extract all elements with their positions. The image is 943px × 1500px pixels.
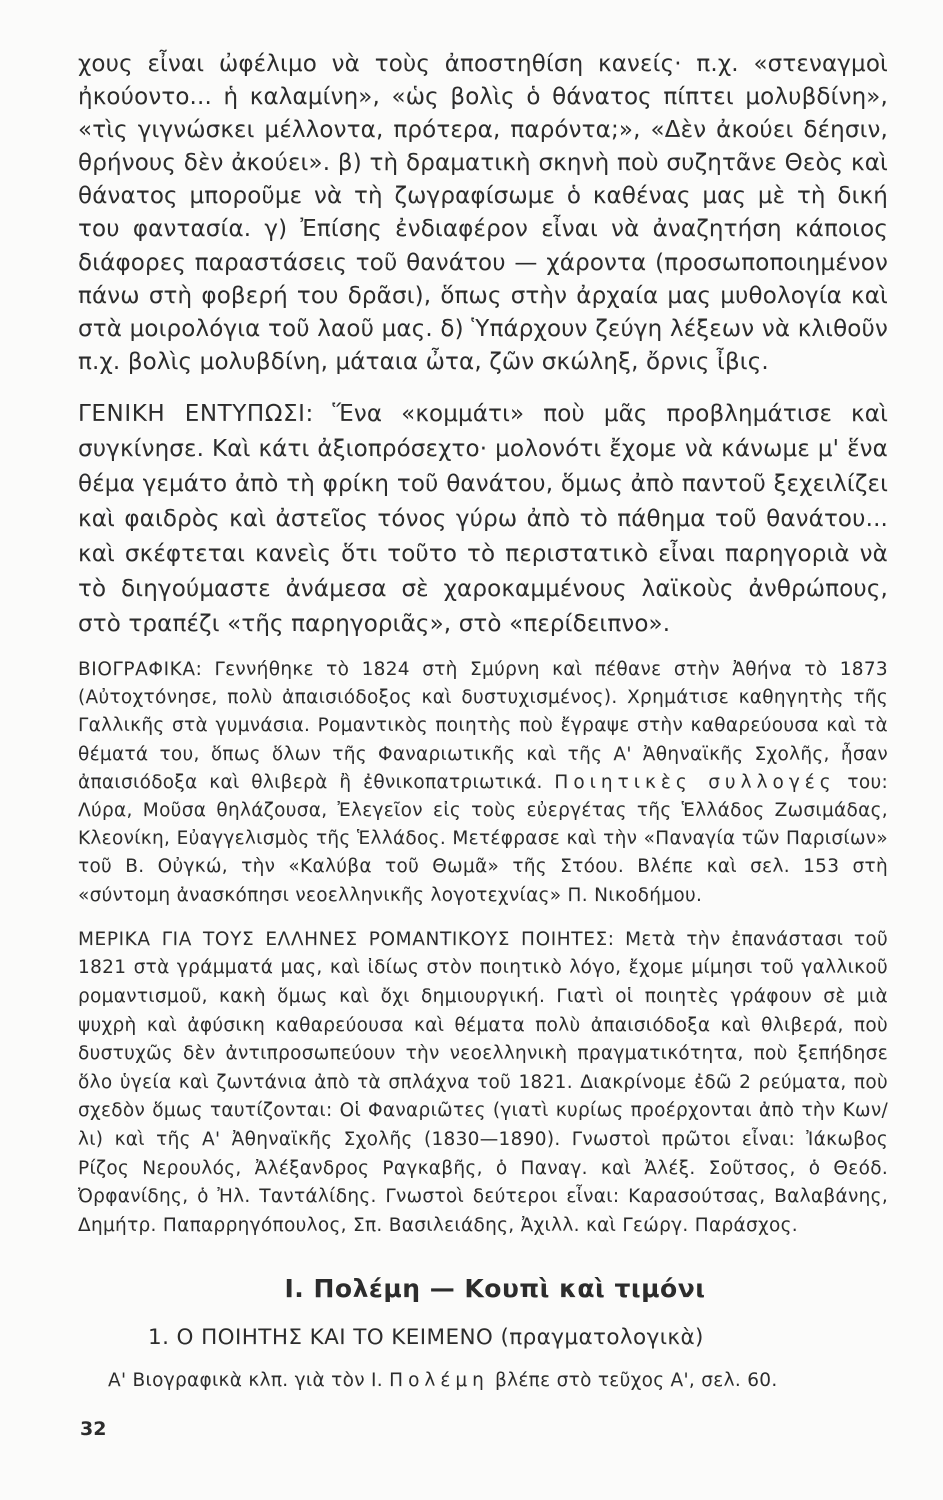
section-title: Ι. Πολέμη — Κουπὶ καὶ τιμόνι	[284, 1274, 706, 1304]
note-author: Πολέμη	[389, 1370, 489, 1392]
paragraph-general-impression	[78, 397, 888, 642]
romantic-poets-label: ΜΕΡΙΚΑ ΓΙΑ ΤΟΥΣ ΕΛΛΗΝΕΣ ΡΟΜΑΝΤΙΚΟΥΣ ΠΟΙΗΤΕΣ	[78, 928, 608, 950]
general-impression-label: ΓΕΝΙΚΗ ΕΝΤΥΠΩΣΙ	[78, 400, 306, 427]
poetry-collections-label: Ποιητικὲς συλλογές	[554, 771, 836, 793]
biography-label: ΒΙΟΓΡΑΦΙΚΑ	[78, 658, 196, 680]
biography-text: : Γεννήθηκε τὸ 1824 στὴ Σμύρνη καὶ πέθανε στὴν Ἀθήνα τὸ 1873 (Αὐτοχτόνησε, πολὺ ἀπαισιόδοξος καὶ δυστυχισμένος). Χρημάτισε καθηγητὴς τῆς Γαλλικῆς στὰ γυμνάσια. Ρομαντικὸς ποιητὴς ποὺ ἔγραψε στὴν καθαρεύουσα καὶ τὰ θέματά του, ὅπως ὅλων τῆς Φαναριωτικῆς καὶ τῆς Α' Ἀθηναϊκῆς Σχολῆς, ἦσαν ἀπαισιόδοξα καὶ θλιβερὰ ἢ ἐθνικοπατριωτικά.	[78, 658, 888, 793]
paragraph-romantic-poets	[78, 926, 888, 1241]
note-prefix: Α' Βιογραφικὰ κλπ. γιὰ τὸν Ι.	[108, 1370, 383, 1392]
paragraph-intro: χους εἶναι ὠφέλιμο νὰ τοὺς ἀποστηθίση κανείς· π.χ. «στεναγμοὶ ἠκούοντο... ἡ καλαμίνη», «ὡς βολὶς ὁ θάνατος πίπτει μολυβδίνη», «τὶς γιγνώσκει μέλλοντα, πρότερα, παρόντα;», «Δὲν ἀκούει δέησιν, θρήνους δὲν ἀκούει». β) τὴ δραματικὴ σκηνὴ ποὺ συζητᾶνε Θεὸς καὶ θάνατος μποροῦμε νὰ τὴ ζωγραφίσωμε ὁ καθένας μας μὲ τὴ δική του φαντασία. γ) Ἐπίσης ἐνδιαφέρον εἶναι νὰ ἀναζητήση κάποιος διάφορες παραστάσεις τοῦ θανάτου — χάροντα (προσωποποιημένον πάνω στὴ φοβερή του δρᾶσι), ὅπως στὴν ἀρχαία μας μυθολογία καὶ στὰ μοιρολόγια τοῦ λαοῦ μας. δ) Ὑπάρχουν ζεύγη λέξεων νὰ κλιθοῦν π.χ. βολὶς μολυβδίνη, μάταια ὦτα, ζῶν σκώληξ, ὄρνις ἶβις.	[78, 51, 888, 375]
romantic-poets-text: : Μετὰ τὴν ἐπανάστασι τοῦ 1821 στὰ γράμματά μας, καὶ ἰδίως στὸν ποιητικὸ λόγο, ἔχομε μίμησι τοῦ γαλλικοῦ ρομαντισμοῦ, κακὴ ὅμως καὶ ὄχι δημιουργική. Γιατὶ οἱ ποιητὲς γράφουν σὲ μιὰ ψυχρὴ καὶ ἀφύσικη καθαρεύουσα καὶ θέματα πολὺ ἀπαισιόδοξα καὶ θλιβερά, ποὺ δυστυχῶς δὲν ἀντιπροσωπεύουν τὴν νεοελληνικὴ πραγματικότητα, ποὺ ξεπήδησε ὅλο ὑγεία καὶ ζωντάνια ἀπὸ τὰ σπλάχνα τοῦ 1821. Διακρίνομε ἐδῶ 2 ρεύματα, ποὺ σχεδὸν ὅμως ταυτίζονται: Οἱ Φαναριῶτες (γιατὶ κυρίως προέρχονται ἀπὸ τὴν Κων/λι) καὶ τῆς Α' Ἀθηναϊκῆς Σχολῆς (1830—1890). Γνωστοὶ πρῶτοι εἶναι: Ἰάκωβος Ρίζος Νερουλός, Ἀλέξανδρος Ραγκαβῆς, ὁ Παναγ. καὶ Ἀλέξ. Σοῦτσος, ὁ Θεόδ. Ὀρφανίδης, ὁ Ἠλ. Ταντάλίδης. Γνωστοὶ δεύτεροι εἶναι: Καρασούτσας, Βαλαβάνης, Δημήτρ. Παπαρρηγόπουλος, Σπ. Βασιλειάδης, Ἀχιλλ. καὶ Γεώργ. Παράσχος.	[78, 928, 888, 1236]
reference-note	[108, 1370, 888, 1391]
paragraph-biography	[78, 656, 888, 910]
page-number: 32	[80, 1418, 107, 1440]
note-suffix: βλέπε στὸ τεῦχος Α', σελ. 60.	[495, 1370, 778, 1392]
page-body	[78, 48, 888, 1391]
subsection-heading: 1. Ο ΠΟΙΗΤΗΣ ΚΑΙ ΤΟ ΚΕΙΜΕΝΟ (πραγματολογικὰ)	[148, 1325, 704, 1351]
general-impression-text: : Ἕνα «κομμάτι» ποὺ μᾶς προβλημάτισε καὶ συγκίνησε. Καὶ κάτι ἀξιοπρόσεχτο· μολονότι ἔχομε νὰ κάνωμε μ' ἕνα θέμα γεμάτο ἀπὸ τὴ φρίκη τοῦ θανάτου, ὅμως ἀπὸ παντοῦ ξεχειλίζει καὶ φαιδρὸς καὶ ἀστεῖος τόνος γύρω ἀπὸ τὸ πάθημα τοῦ θανάτου... καὶ σκέφτεται κανεὶς ὅτι τοῦτο τὸ περιστατικὸ εἶναι παρηγοριὰ νὰ τὸ διηγούμαστε ἀνάμεσα σὲ χαροκαμμένους λαϊκοὺς ἀνθρώπους, στὸ τραπέζι «τῆς παρηγοριᾶς», στὸ «περίδειπνο».	[78, 400, 888, 637]
biography-text-continued: του: Λύρα, Μοῦσα θηλάζουσα, Ἐλεγεῖον εἰς τοὺς εὐεργέτας τῆς Ἑλλάδος Ζωσιμάδας, Κλεονίκη, Εὐαγγελισμὸς τῆς Ἑλλάδος. Μετέφρασε καὶ τὴν «Παναγία τῶν Παρισίων» τοῦ Β. Οὐγκώ, τὴν «Καλύβα τοῦ Θωμᾶ» τῆς Στόου. Βλέπε καὶ σελ. 153 στὴ «σύντομη ἀνασκόπησι νεοελληνικῆς λογοτεχνίας» Π. Νικοδήμου.	[78, 771, 888, 906]
